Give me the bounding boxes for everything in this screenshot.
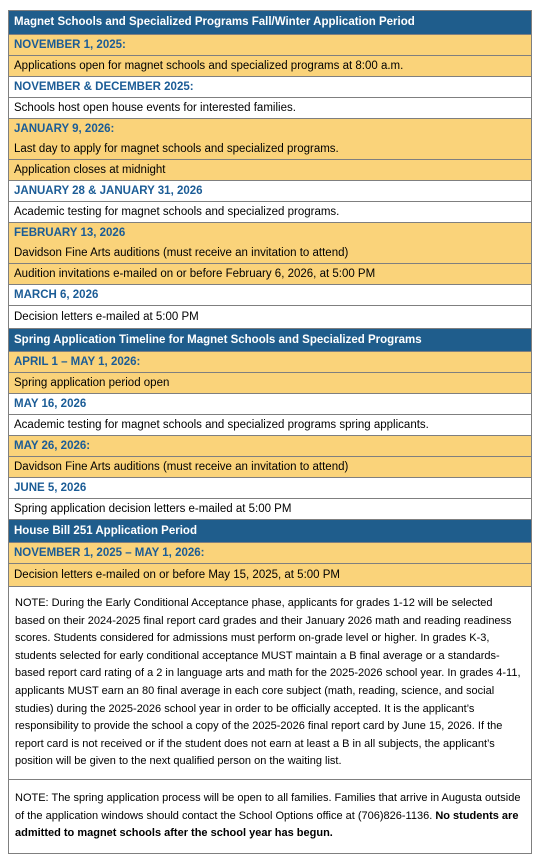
entry-detail: Schools host open house events for interested families. [9, 97, 531, 118]
entry-date: MARCH 6, 2026 [14, 289, 99, 301]
entry-detail: Application closes at midnight [9, 159, 531, 180]
entry-detail: Davidson Fine Arts auditions (must receive an invitation to attend) [9, 456, 531, 477]
entry-detail: Decision letters e-mailed at 5:00 PM [9, 305, 531, 328]
timeline-entry [9, 34, 531, 76]
entry-date: NOVEMBER 1, 2025 – MAY 1, 2026: [14, 547, 205, 559]
fall-winter-header: Magnet Schools and Specialized Programs Fall/Winter Application Period [9, 11, 531, 34]
timeline-entry [9, 222, 531, 284]
application-timeline-table [8, 10, 532, 854]
entry-detail: Academic testing for magnet schools and specialized programs. [9, 201, 531, 222]
entry-detail: Davidson Fine Arts auditions (must receive an invitation to attend) [14, 247, 349, 259]
timeline-entry [9, 76, 531, 118]
entry-date: NOVEMBER 1, 2025: [14, 39, 126, 51]
house-bill-header: House Bill 251 Application Period [9, 519, 531, 542]
entry-detail: Academic testing for magnet schools and specialized programs spring applicants. [9, 414, 531, 435]
entry-detail: Applications open for magnet schools and specialized programs at 8:00 a.m. [9, 55, 531, 76]
timeline-entry [9, 351, 531, 393]
entry-date: JANUARY 28 & JANUARY 31, 2026 [14, 185, 203, 197]
entry-date: FEBRUARY 13, 2026 [14, 227, 126, 239]
entry-detail: Spring application decision letters e-mailed at 5:00 PM [9, 498, 531, 519]
timeline-entry [9, 284, 531, 328]
entry-date: NOVEMBER & DECEMBER 2025: [14, 81, 194, 93]
spring-header: Spring Application Timeline for Magnet Schools and Specialized Programs [9, 328, 531, 351]
entry-date: MAY 16, 2026 [14, 398, 87, 410]
entry-detail: Last day to apply for magnet schools and specialized programs. [14, 143, 339, 155]
entry-detail: Decision letters e-mailed on or before May 15, 2025, at 5:00 PM [9, 563, 531, 586]
timeline-entry [9, 435, 531, 477]
spring-note-text: NOTE: The spring application process will be open to all families. Families that arrive in Augusta outside of the application windows should contact the School Options office at (706)826-1136. [15, 791, 521, 822]
entry-date: MAY 26, 2026: [14, 440, 91, 452]
timeline-entry [9, 542, 531, 586]
entry-date: APRIL 1 – MAY 1, 2026: [14, 356, 141, 368]
timeline-entry [9, 477, 531, 519]
timeline-entry [9, 393, 531, 435]
timeline-entry [9, 118, 531, 180]
entry-detail: Spring application period open [9, 372, 531, 393]
spring-note-bold-text: No students are admitted to magnet schools after the school year has begun. [15, 809, 519, 840]
entry-date: JANUARY 9, 2026: [14, 123, 115, 135]
spring-process-note [9, 779, 531, 853]
timeline-entry [9, 180, 531, 222]
entry-detail: Audition invitations e-mailed on or before February 6, 2026, at 5:00 PM [9, 263, 531, 284]
entry-date: JUNE 5, 2026 [14, 482, 87, 494]
early-acceptance-note: NOTE: During the Early Conditional Acceptance phase, applicants for grades 1-12 will be selected based on their 2024-2025 final report card grades and their January 2026 math and reading readiness scores. Students considered for admissions must perform on-grade level or higher. In grades K-3, students selected for early conditional acceptance MUST maintain a B final average or a standards-based report card rating of a 2 in language arts and math for the 2025-2026 school year. In grades 4-11, applicants MUST earn an 80 final average in each core subject (math, reading, science, and social studies) during the 2025-2026 school year in order to be officially accepted. It is the applicant’s responsibility to provide the school a copy of the 2025-2026 final report card by June 15, 2026. If the report card is not received or if the student does not earn at least a B in all subjects, the applicant’s position will be given to the next qualified person on the waiting list. [9, 586, 531, 779]
